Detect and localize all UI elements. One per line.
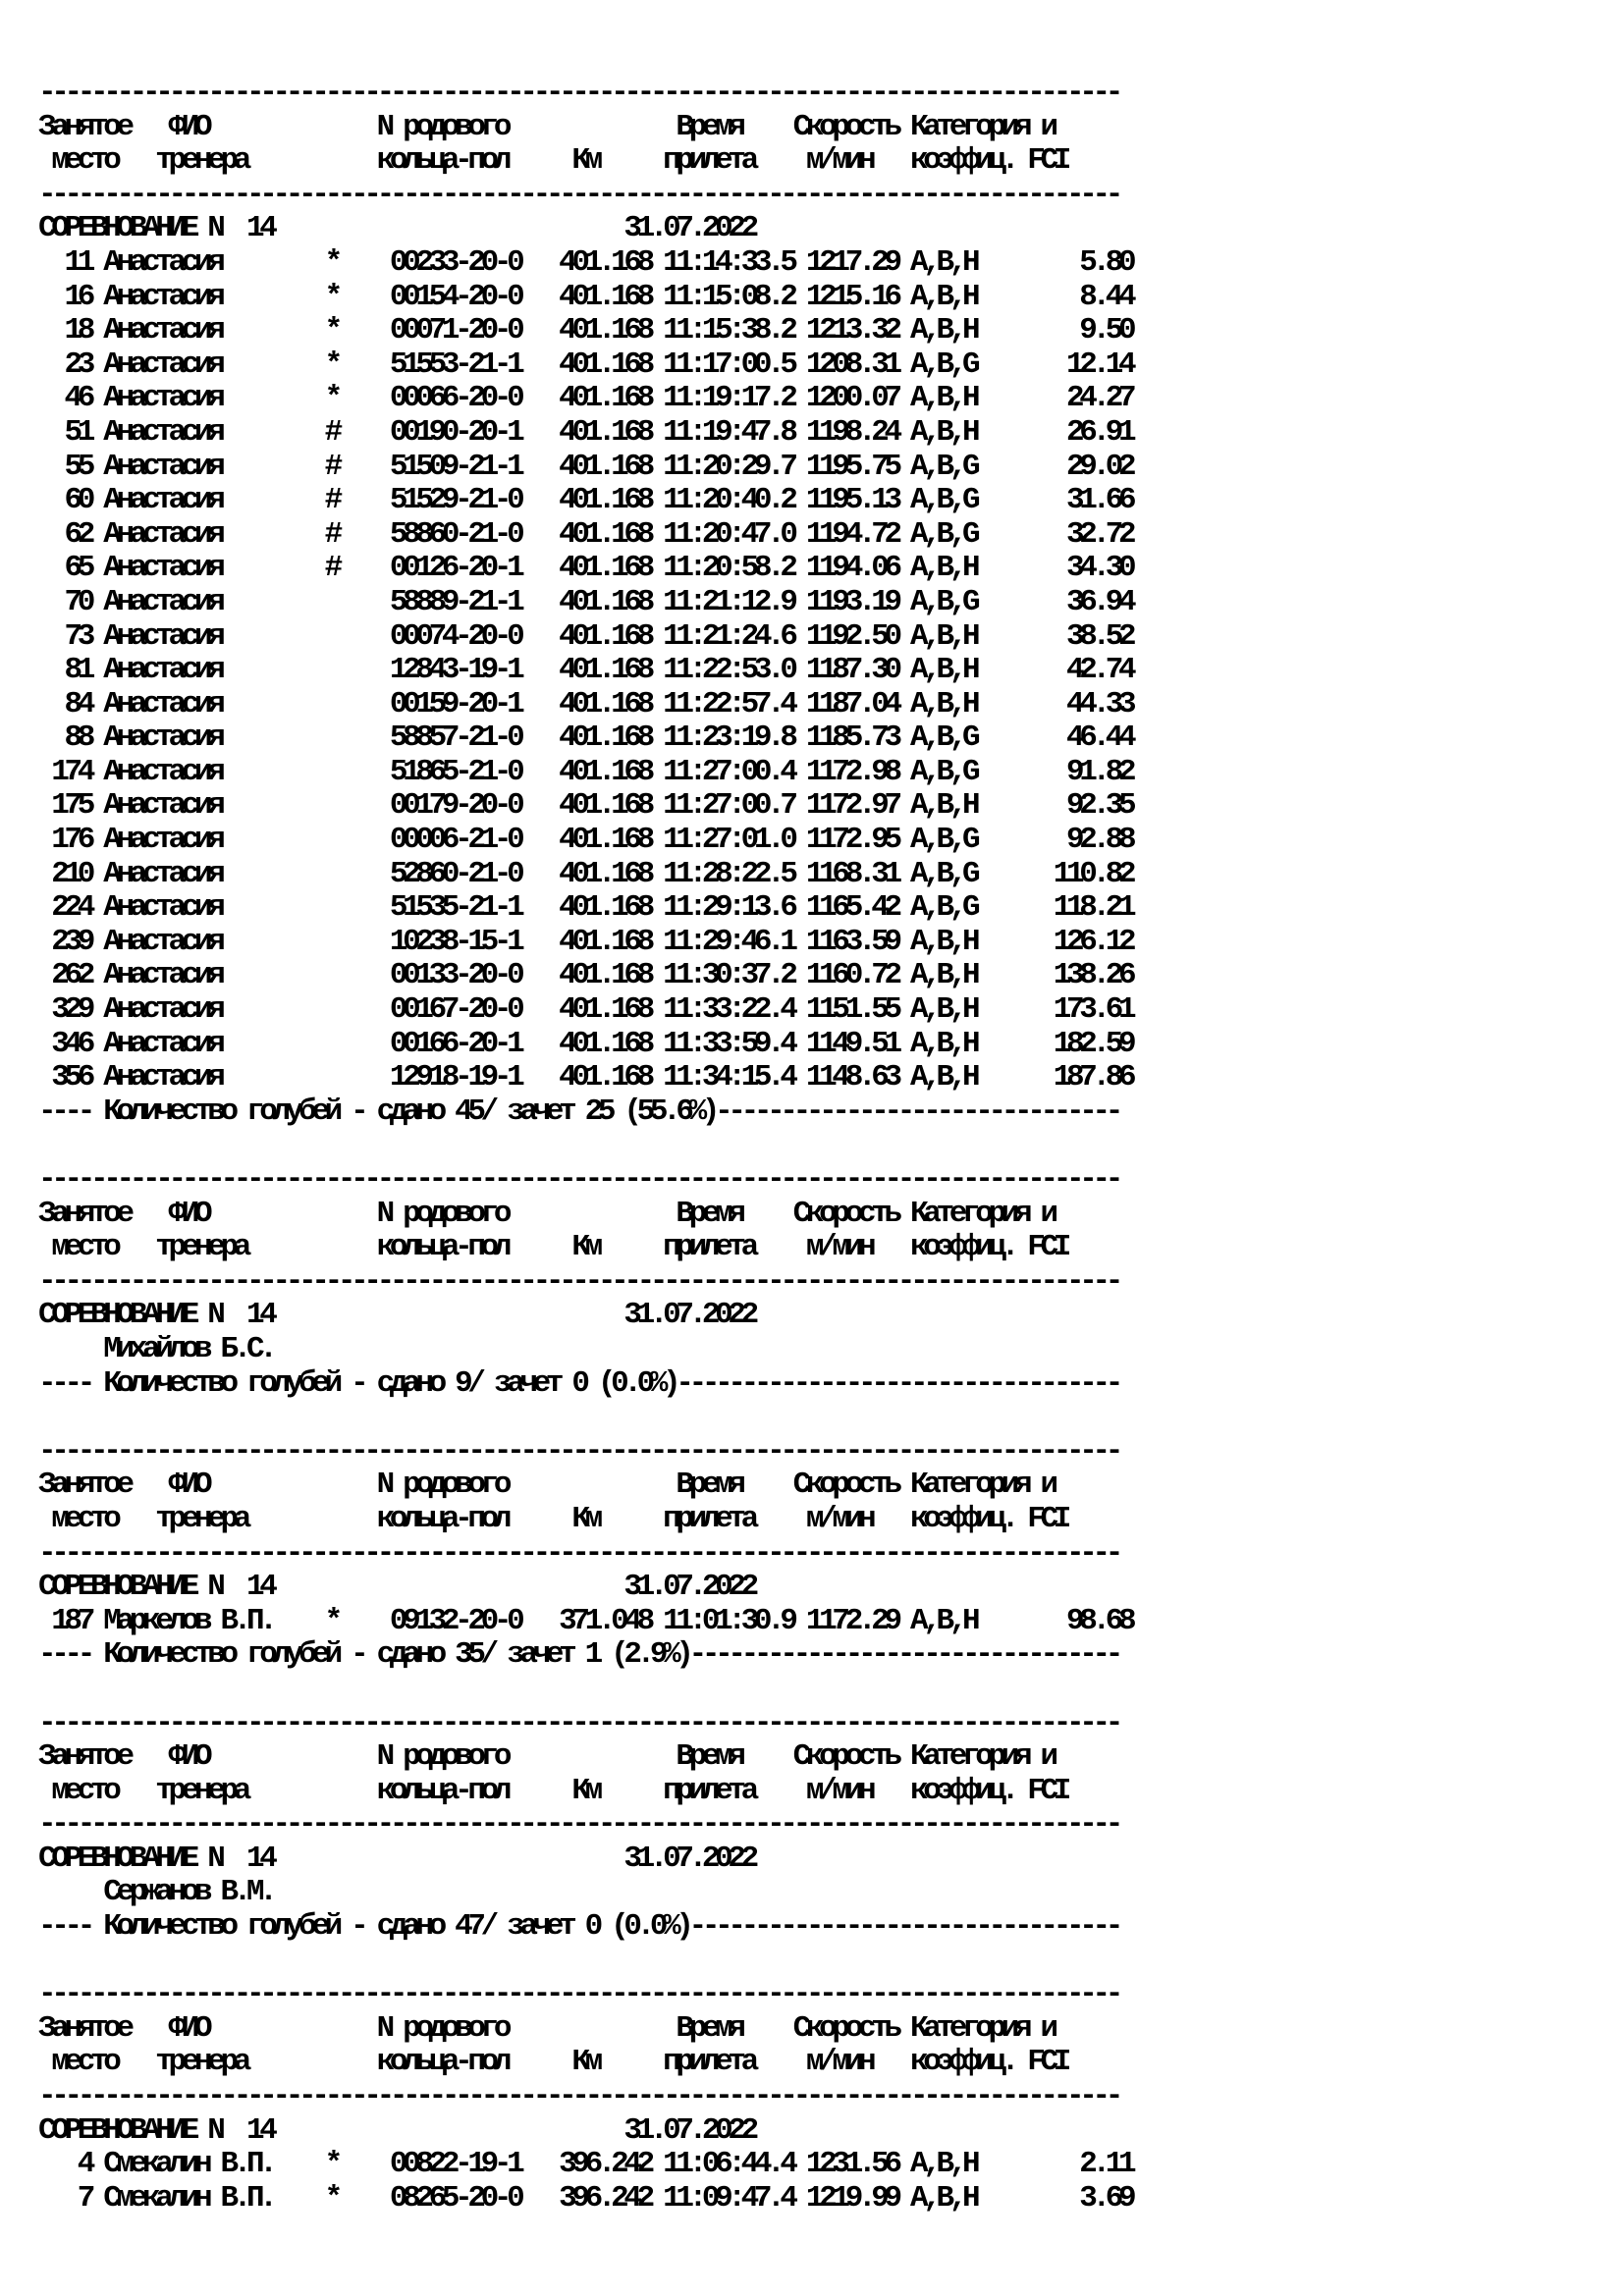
result-row: 55 Анастасия # 51509-21-1 401.168 11:20:29.7 1195.75 A,B,G 29.02 [38, 449, 1132, 484]
result-row: 239 Анастасия 10238-15-1 401.168 11:29:46.1 1163.59 A,B,H 126.12 [38, 924, 1132, 959]
separator-line: ----------------------------------------------------------------------------------- [38, 177, 1119, 212]
result-row: 84 Анастасия 00159-20-1 401.168 11:22:57.4 1187.04 A,B,H 44.33 [38, 686, 1132, 721]
competition-header: СОРЕВНОВАНИЕ N 14 31.07.2022 [38, 1298, 754, 1333]
summary-line: ---- Количество голубей - сдано 47/ зачет 0 (0.0%)--------------------------------- [38, 1909, 1119, 1945]
competition-header: СОРЕВНОВАНИЕ N 14 31.07.2022 [38, 211, 754, 246]
result-row: 81 Анастасия 12843-19-1 401.168 11:22:53.0 1187.30 A,B,H 42.74 [38, 653, 1132, 688]
separator-line: ----------------------------------------------------------------------------------- [38, 1535, 1119, 1571]
summary-line: ---- Количество голубей - сдано 45/ зачет 25 (55.6%)------------------------------- [38, 1094, 1119, 1129]
result-row: 175 Анастасия 00179-20-0 401.168 11:27:00.7 1172.97 A,B,H 92.35 [38, 788, 1132, 824]
result-row: 51 Анастасия # 00190-20-1 401.168 11:19:47.8 1198.24 A,B,H 26.91 [38, 414, 1132, 450]
separator-line: ----------------------------------------------------------------------------------- [38, 1807, 1119, 1842]
results-report [38, 77, 1131, 2216]
column-header-line: Занятое ФИО N родового Время Скорость Категория и [38, 1196, 1054, 1231]
result-row: 65 Анастасия # 00126-20-1 401.168 11:20:58.2 1194.06 A,B,H 34.30 [38, 551, 1132, 586]
column-header-line: место тренера кольца-пол Км прилета м/мин коэффиц. FCI [38, 1230, 1066, 1265]
result-row: 329 Анастасия 00167-20-0 401.168 11:33:22.4 1151.55 A,B,H 173.61 [38, 992, 1132, 1028]
result-row: 16 Анастасия * 00154-20-0 401.168 11:15:08.2 1215.16 A,B,H 8.44 [38, 279, 1132, 314]
competition-header: СОРЕВНОВАНИЕ N 14 31.07.2022 [38, 1570, 754, 1605]
result-row: 62 Анастасия # 58860-21-0 401.168 11:20:47.0 1194.72 A,B,G 32.72 [38, 516, 1132, 552]
result-row: 356 Анастасия 12918-19-1 401.168 11:34:15.4 1148.63 A,B,H 187.86 [38, 1060, 1132, 1095]
result-row: 176 Анастасия 00006-21-0 401.168 11:27:01.0 1172.95 A,B,G 92.88 [38, 823, 1132, 858]
trainer-name-line: Михайлов Б.С. [38, 1331, 273, 1366]
result-row: 46 Анастасия * 00066-20-0 401.168 11:19:17.2 1200.07 A,B,H 24.27 [38, 381, 1132, 416]
result-row: 23 Анастасия * 51553-21-1 401.168 11:17:00.5 1208.31 A,B,G 12.14 [38, 347, 1132, 382]
blank-line [38, 1945, 1131, 1979]
column-header-line: место тренера кольца-пол Км прилета м/мин коэффиц. FCI [38, 2045, 1066, 2080]
trainer-name-line: Сержанов В.М. [38, 1875, 273, 1910]
blank-line [38, 1673, 1131, 1707]
column-header-line: место тренера кольца-пол Км прилета м/мин коэффиц. FCI [38, 1501, 1066, 1536]
summary-line: ---- Количество голубей - сдано 35/ зачет 1 (2.9%)--------------------------------- [38, 1637, 1119, 1673]
separator-line: ----------------------------------------------------------------------------------- [38, 76, 1119, 110]
column-header-line: Занятое ФИО N родового Время Скорость Категория и [38, 109, 1054, 144]
competition-header: СОРЕВНОВАНИЕ N 14 31.07.2022 [38, 2112, 754, 2148]
column-header-line: место тренера кольца-пол Км прилета м/мин коэффиц. FCI [38, 1773, 1066, 1808]
result-row: 174 Анастасия 51865-21-0 401.168 11:27:00.4 1172.98 A,B,G 91.82 [38, 754, 1132, 789]
blank-line [38, 1401, 1131, 1435]
result-row: 7 Смекалин В.П. * 08265-20-0 396.242 11:09:47.4 1219.99 A,B,H 3.69 [38, 2180, 1132, 2216]
result-row: 210 Анастасия 52860-21-0 401.168 11:28:22.5 1168.31 A,B,G 110.82 [38, 856, 1132, 891]
result-row: 70 Анастасия 58889-21-1 401.168 11:21:12.9 1193.19 A,B,G 36.94 [38, 584, 1132, 619]
result-row: 18 Анастасия * 00071-20-0 401.168 11:15:38.2 1213.32 A,B,H 9.50 [38, 313, 1132, 348]
separator-line: ----------------------------------------------------------------------------------- [38, 1705, 1119, 1740]
result-row: 60 Анастасия # 51529-21-0 401.168 11:20:40.2 1195.13 A,B,G 31.66 [38, 483, 1132, 518]
column-header-line: Занятое ФИО N родового Время Скорость Категория и [38, 1739, 1054, 1775]
result-row: 73 Анастасия 00074-20-0 401.168 11:21:24.6 1192.50 A,B,H 38.52 [38, 618, 1132, 654]
separator-line: ----------------------------------------------------------------------------------- [38, 1977, 1119, 2012]
separator-line: ----------------------------------------------------------------------------------- [38, 1433, 1119, 1468]
result-row: 11 Анастасия * 00233-20-0 401.168 11:14:33.5 1217.29 A,B,H 5.80 [38, 244, 1132, 280]
result-row: 187 Маркелов В.П. * 09132-20-0 371.048 11:01:30.9 1172.29 A,B,H 98.68 [38, 1603, 1132, 1638]
summary-line: ---- Количество голубей - сдано 9/ зачет 0 (0.0%)---------------------------------- [38, 1365, 1119, 1401]
separator-line: ----------------------------------------------------------------------------------- [38, 1263, 1119, 1299]
result-row: 346 Анастасия 00166-20-1 401.168 11:33:59.4 1149.51 A,B,H 182.59 [38, 1026, 1132, 1061]
result-row: 4 Смекалин В.П. * 00822-19-1 396.242 11:06:44.4 1231.56 A,B,H 2.11 [38, 2147, 1132, 2182]
column-header-line: Занятое ФИО N родового Время Скорость Категория и [38, 1468, 1054, 1503]
competition-header: СОРЕВНОВАНИЕ N 14 31.07.2022 [38, 1841, 754, 1876]
result-row: 224 Анастасия 51535-21-1 401.168 11:29:13.6 1165.42 A,B,G 118.21 [38, 890, 1132, 926]
column-header-line: место тренера кольца-пол Км прилета м/мин коэффиц. FCI [38, 143, 1066, 179]
result-row: 88 Анастасия 58857-21-0 401.168 11:23:19.8 1185.73 A,B,G 46.44 [38, 721, 1132, 756]
column-header-line: Занятое ФИО N родового Время Скорость Категория и [38, 2010, 1054, 2046]
separator-line: ----------------------------------------------------------------------------------- [38, 1162, 1119, 1197]
result-row: 262 Анастасия 00133-20-0 401.168 11:30:37.2 1160.72 A,B,H 138.26 [38, 958, 1132, 993]
separator-line: ----------------------------------------------------------------------------------- [38, 2079, 1119, 2114]
blank-line [38, 1129, 1131, 1163]
